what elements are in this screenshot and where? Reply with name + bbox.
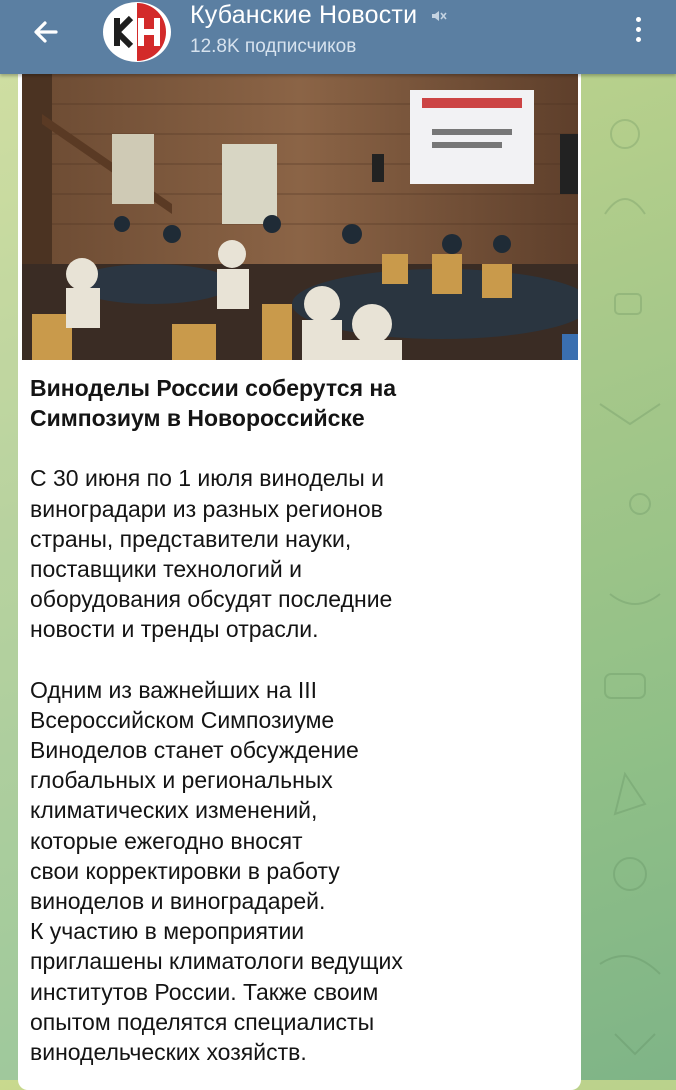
channel-avatar[interactable] <box>103 2 171 62</box>
chat-background-edge <box>0 74 18 1080</box>
channel-logo <box>103 2 171 62</box>
text-line: приглашены климатологи ведущих <box>30 948 403 975</box>
text-line: Виноделов станет обсуждение <box>30 737 359 764</box>
text-line: виноделов и виноградарей. <box>30 888 326 915</box>
post-paragraph-2 <box>30 675 570 1068</box>
headline-line: Виноделы России соберутся на <box>30 375 397 401</box>
text-line: опытом поделятся специалисты <box>30 1008 375 1035</box>
text-line: С 30 июня по 1 июля виноделы и <box>30 465 384 492</box>
muted-speaker-icon <box>430 7 448 25</box>
channel-name: Кубанские Новости <box>190 1 418 29</box>
arrow-left-icon[interactable] <box>26 12 66 52</box>
text-line: поставщики технологий и <box>30 556 302 583</box>
text-line: климатических изменений, <box>30 797 318 824</box>
text-line: оборудования обсудят последние <box>30 586 393 613</box>
text-line: К участию в мероприятии <box>30 918 305 945</box>
channel-header <box>0 0 676 74</box>
text-line: винодельческих хозяйств. <box>30 1039 307 1066</box>
text-line: страны, представители науки, <box>30 525 352 552</box>
post-paragraph-1 <box>30 463 570 644</box>
text-line: новости и тренды отрасли. <box>30 616 319 643</box>
post-headline <box>30 373 570 433</box>
chat-background-pattern <box>585 74 676 1080</box>
post-photo[interactable] <box>22 74 578 360</box>
text-line: которые ежегодно вносят <box>30 827 303 854</box>
post-text <box>30 373 570 1090</box>
text-line: глобальных и региональных <box>30 767 333 794</box>
text-line: свои корректировки в работу <box>30 857 340 884</box>
subscriber-count: 12.8K подписчиков <box>190 36 357 57</box>
text-line: институтов России. Также своим <box>30 978 379 1005</box>
message-bubble <box>18 60 581 1090</box>
text-line: Всероссийском Симпозиуме <box>30 706 335 733</box>
more-vertical-icon[interactable] <box>628 14 648 46</box>
text-line: Одним из важнейших на III <box>30 676 318 703</box>
channel-title[interactable] <box>190 1 448 30</box>
text-line: виноградари из разных регионов <box>30 495 383 522</box>
headline-line: Симпозиум в Новороссийске <box>30 405 365 432</box>
